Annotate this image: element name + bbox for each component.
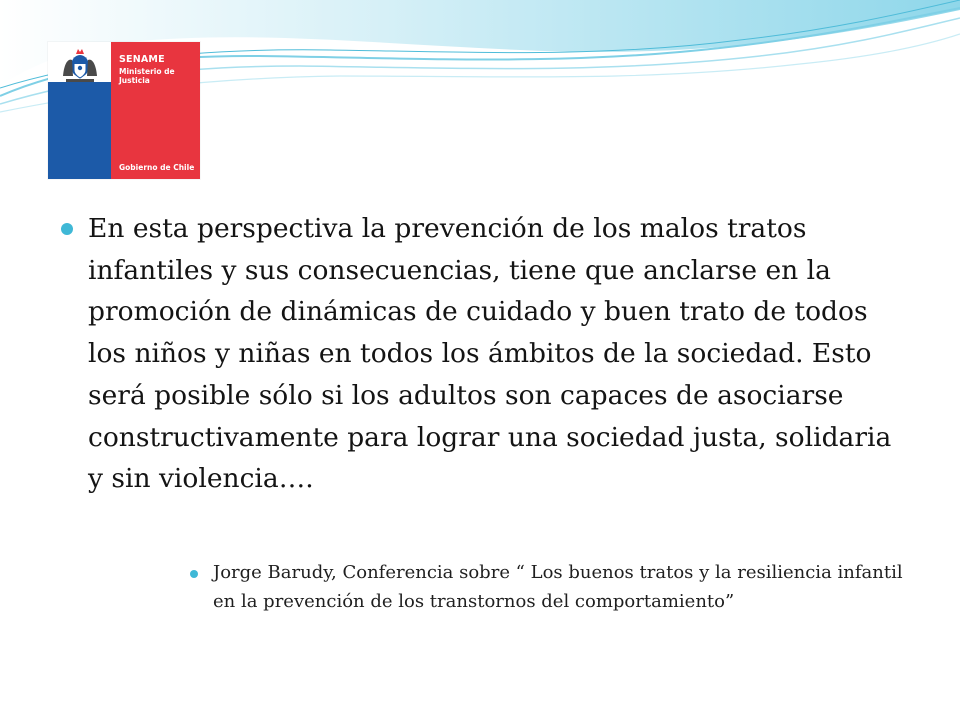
main-paragraph: En esta perspectiva la prevención de los malos tratos infantiles y sus consecuencias, tiene que anclarse en la promoción de dinámicas de cuidado y buen trato de todos los niños y niñas en todos los ámbitos de la sociedad. Esto será posible sólo si los adultos son capaces de asociarse constructivamente para lograr una sociedad justa, solidaria y sin violencia….: [88, 213, 892, 495]
logo-government: Gobierno de Chile: [119, 163, 195, 172]
sename-logo: [48, 42, 200, 179]
citation-text: Jorge Barudy, Conferencia sobre “ Los buenos tratos y la resiliencia infantil en la prevención de los transtornos del comportamiento”: [213, 562, 903, 612]
logo-ministry: Ministerio de Justicia: [119, 67, 175, 85]
main-bullet: [61, 223, 73, 235]
logo-red-panel: [111, 42, 200, 179]
coat-of-arms-icon: [58, 46, 102, 86]
citation-bullet: [190, 570, 198, 578]
logo-blue-panel: [48, 42, 111, 179]
logo-title: SENAME: [119, 54, 165, 65]
